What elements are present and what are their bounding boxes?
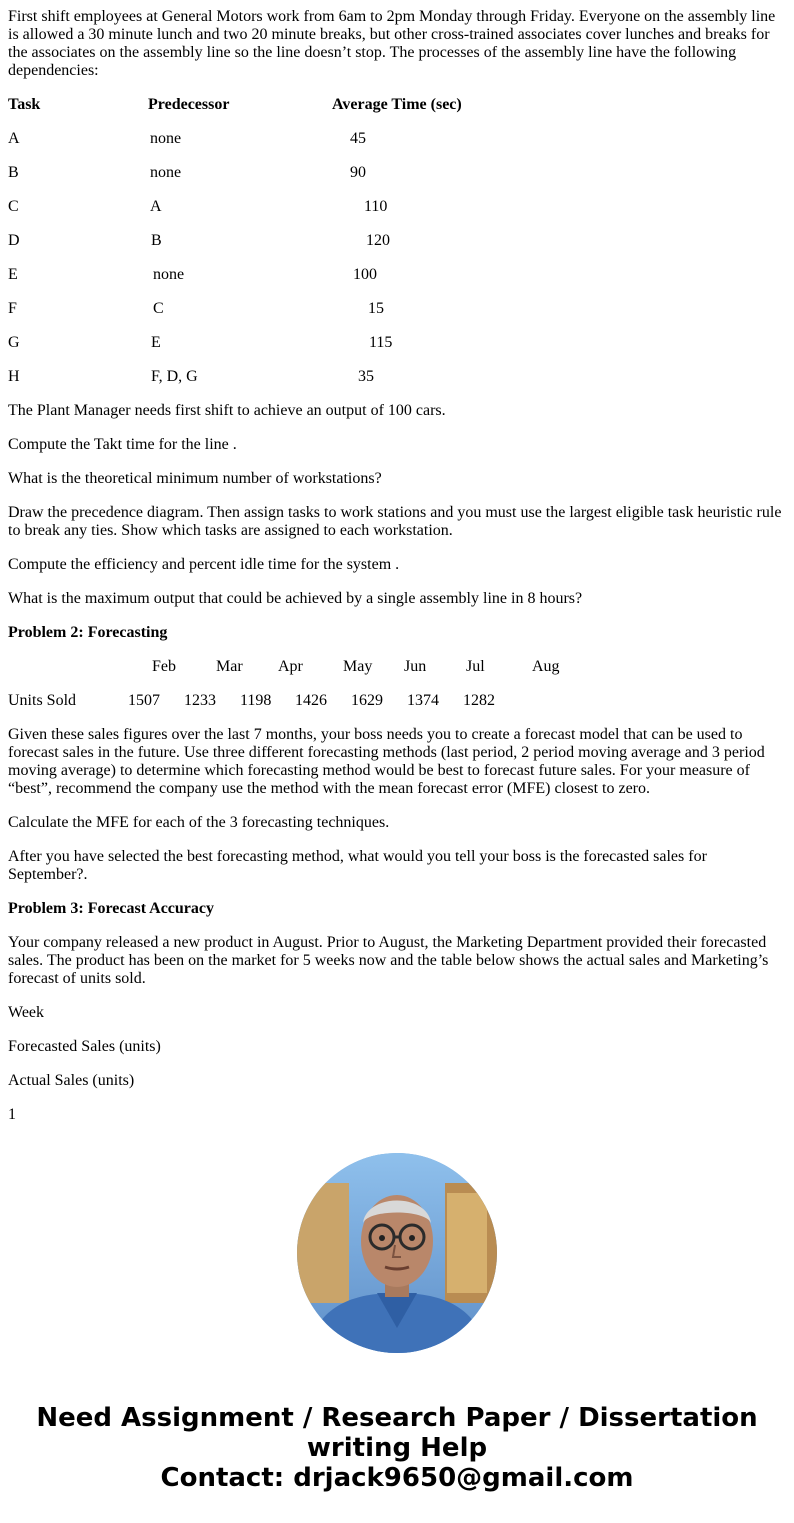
month-label: Feb [152, 658, 176, 675]
intro-paragraph: First shift employees at General Motors work from 6am to 2pm Monday through Friday. Everyone on the assembly line is allowed a 30 minute lunch and two 20 minute breaks, but other cross-trained associates cover lunches and breaks for the associates on the assembly line so the line doesn’t stop. The processes of the assembly line have the following dependencies: [8, 8, 776, 79]
person-portrait-icon [297, 1153, 497, 1353]
table-row [8, 368, 786, 386]
time-cell: 15 [368, 300, 384, 317]
promo-contact: Contact: drjack9650@gmail.com [160, 1463, 634, 1493]
week-1-value: 1 [8, 1106, 16, 1123]
efficiency-question: Compute the efficiency and percent idle time for the system . [8, 556, 400, 573]
units-value: 1282 [463, 692, 495, 709]
task-cell: C [8, 198, 19, 215]
takt-question: Compute the Takt time for the line . [8, 436, 237, 453]
units-value: 1629 [351, 692, 383, 709]
september-forecast-question: After you have selected the best forecasting method, what would you tell your boss is the forecasted sales for September?. [8, 848, 707, 883]
forecasted-sales-column-label: Forecasted Sales (units) [8, 1038, 161, 1055]
min-workstations-question: What is the theoretical minimum number of workstations? [8, 470, 382, 487]
time-cell: 45 [350, 130, 366, 147]
time-cell: 100 [353, 266, 377, 283]
task-table-header [8, 96, 786, 114]
problem3-heading: Problem 3: Forecast Accuracy [8, 900, 215, 917]
task-cell: D [8, 232, 20, 249]
predecessor-cell: F, D, G [151, 368, 198, 385]
table-row [8, 300, 786, 318]
table-row [8, 334, 786, 352]
max-output-question: What is the maximum output that could be achieved by a single assembly line in 8 hours? [8, 590, 583, 607]
table-row [8, 130, 786, 148]
promo-banner [0, 1403, 794, 1493]
table-row [8, 198, 786, 216]
promo-line-2: writing Help [306, 1433, 488, 1463]
promo-line-1: Need Assignment / Research Paper / Dissertation [36, 1403, 758, 1433]
task-cell: E [8, 266, 18, 283]
task-cell: H [8, 368, 20, 385]
predecessor-cell: none [150, 164, 182, 181]
header-predecessor: Predecessor [148, 96, 230, 113]
actual-sales-column-label: Actual Sales (units) [8, 1072, 135, 1089]
units-value: 1507 [128, 692, 160, 709]
header-average-time: Average Time (sec) [332, 96, 462, 113]
months-row [8, 658, 786, 676]
header-task: Task [8, 96, 41, 113]
month-label: Mar [216, 658, 243, 675]
precedence-diagram-question: Draw the precedence diagram. Then assign tasks to work stations and you must use the largest eligible task heuristic rule to break any ties. Show which tasks are assigned to each workstation. [8, 504, 782, 539]
time-cell: 90 [350, 164, 366, 181]
predecessor-cell: none [150, 130, 182, 147]
units-sold-row [8, 692, 786, 710]
table-row [8, 164, 786, 182]
predecessor-cell: A [150, 198, 162, 215]
time-cell: 115 [369, 334, 393, 351]
units-value: 1426 [295, 692, 327, 709]
document-body [8, 8, 786, 1140]
predecessor-cell: B [151, 232, 162, 249]
month-label: Jul [466, 658, 485, 675]
mfe-question: Calculate the MFE for each of the 3 forecasting techniques. [8, 814, 390, 831]
task-cell: A [8, 130, 20, 147]
units-value: 1198 [240, 692, 272, 709]
avatar [297, 1153, 497, 1353]
predecessor-cell: none [153, 266, 185, 283]
units-value: 1374 [407, 692, 439, 709]
time-cell: 120 [366, 232, 390, 249]
task-cell: B [8, 164, 19, 181]
month-label: Jun [404, 658, 427, 675]
problem3-description: Your company released a new product in August. Prior to August, the Marketing Department provided their forecasted sales. The product has been on the market for 5 weeks now and the table below shows the actual sales and Marketing’s forecast of units sold. [8, 934, 769, 987]
task-cell: G [8, 334, 20, 351]
task-cell: F [8, 300, 17, 317]
predecessor-cell: E [151, 334, 161, 351]
week-column-label: Week [8, 1004, 45, 1021]
table-row [8, 232, 786, 250]
output-target-text: The Plant Manager needs first shift to achieve an output of 100 cars. [8, 402, 446, 419]
problem2-heading: Problem 2: Forecasting [8, 624, 168, 641]
month-label: Aug [532, 658, 560, 675]
month-label: May [343, 658, 373, 675]
predecessor-cell: C [153, 300, 164, 317]
time-cell: 35 [358, 368, 374, 385]
units-sold-label: Units Sold [8, 692, 77, 709]
time-cell: 110 [364, 198, 388, 215]
month-label: Apr [278, 658, 303, 675]
forecast-instructions: Given these sales figures over the last 7 months, your boss needs you to create a forecast model that can be used to forecast sales in the future. Use three different forecasting methods (last period, 2 period moving average and 3 period moving average) to determine which forecasting method would be best to forecast future sales. For your measure of “best”, recommend the company use the method with the mean forecast error (MFE) closest to zero. [8, 726, 765, 797]
units-value: 1233 [184, 692, 216, 709]
table-row [8, 266, 786, 284]
